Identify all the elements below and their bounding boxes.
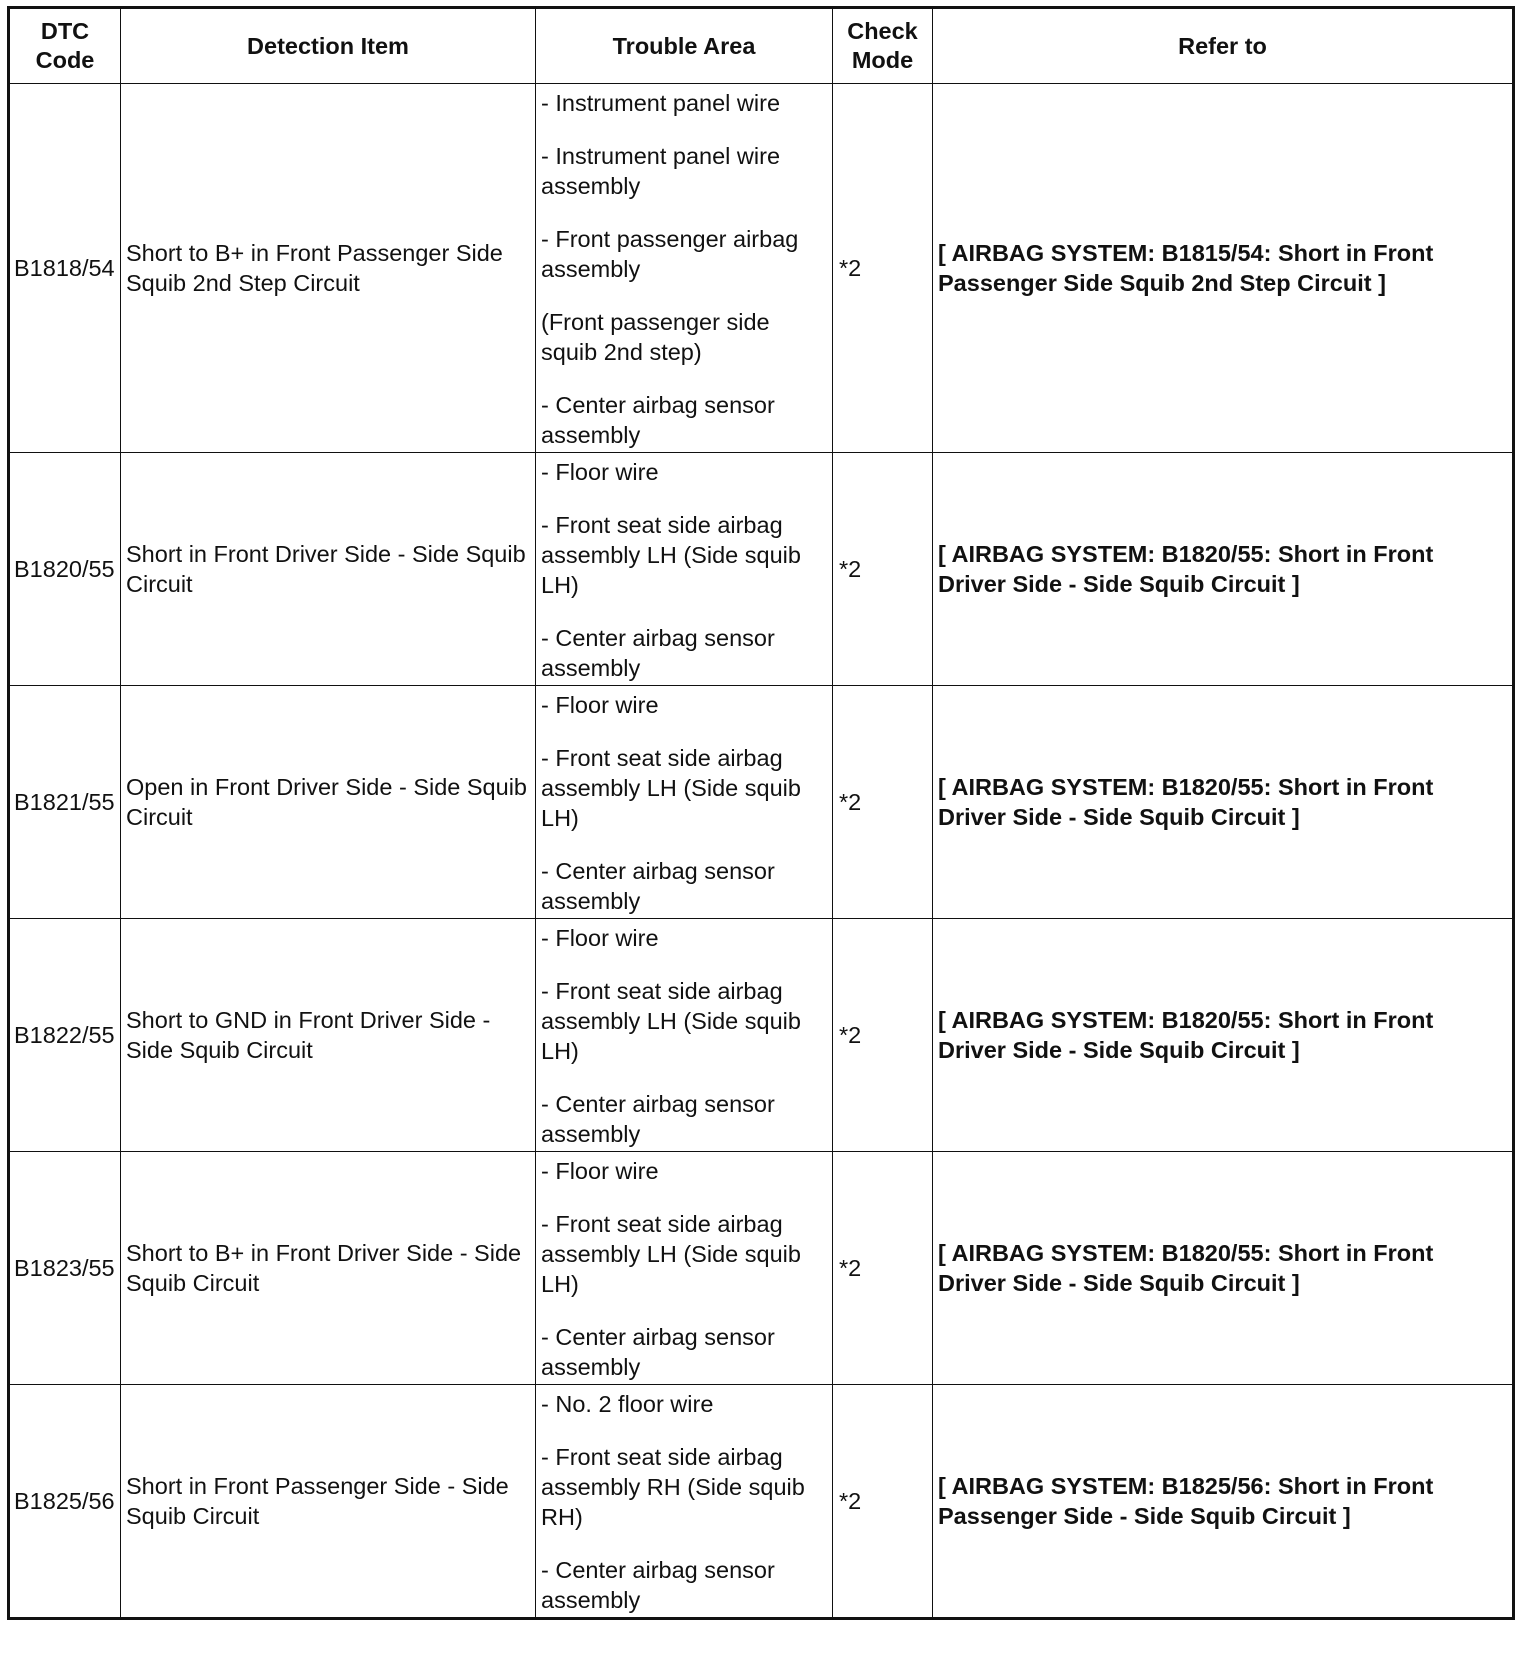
detection-item-cell: Short in Front Passenger Side - Side Squib Circuit: [121, 1385, 536, 1619]
header-trouble-area: Trouble Area: [536, 8, 833, 84]
dtc-code-cell: B1821/55: [9, 686, 121, 919]
detection-item-cell: Short to GND in Front Driver Side - Side Squib Circuit: [121, 919, 536, 1152]
trouble-area-item: - Front seat side airbag assembly LH (Side squib LH): [541, 978, 801, 1064]
table-header: [9, 8, 1514, 84]
trouble-area-item: - Center airbag sensor assembly: [541, 625, 775, 681]
dtc-table: [7, 6, 1515, 1620]
refer-to-link[interactable]: [ AIRBAG SYSTEM: B1820/55: Short in Front Driver Side - Side Squib Circuit ]: [933, 919, 1514, 1152]
header-refer-to: Refer to: [933, 8, 1514, 84]
trouble-area-item: - Floor wire: [541, 692, 659, 718]
trouble-area-item: - Floor wire: [541, 925, 659, 951]
table-row: [9, 1152, 1514, 1385]
detection-item-cell: Short in Front Driver Side - Side Squib Circuit: [121, 453, 536, 686]
detection-item-cell: Short to B+ in Front Passenger Side Squib 2nd Step Circuit: [121, 84, 536, 453]
trouble-area-item: - Instrument panel wire assembly: [541, 143, 781, 199]
refer-to-link[interactable]: [ AIRBAG SYSTEM: B1820/55: Short in Front Driver Side - Side Squib Circuit ]: [933, 686, 1514, 919]
trouble-area-item: - Center airbag sensor assembly: [541, 392, 775, 448]
table-row: [9, 453, 1514, 686]
trouble-area-item: - Center airbag sensor assembly: [541, 1324, 775, 1380]
refer-to-link[interactable]: [ AIRBAG SYSTEM: B1825/56: Short in Front Passenger Side - Side Squib Circuit ]: [933, 1385, 1514, 1619]
trouble-area-cell: [536, 1385, 833, 1619]
trouble-area-cell: [536, 686, 833, 919]
trouble-area-item: - No. 2 floor wire: [541, 1391, 714, 1417]
table-row: [9, 1385, 1514, 1619]
table-row: [9, 919, 1514, 1152]
dtc-code-cell: B1820/55: [9, 453, 121, 686]
dtc-code-cell: B1822/55: [9, 919, 121, 1152]
trouble-area-cell: [536, 453, 833, 686]
check-mode-cell: *2: [833, 1385, 933, 1619]
table-row: [9, 686, 1514, 919]
detection-item-cell: Open in Front Driver Side - Side Squib Circuit: [121, 686, 536, 919]
trouble-area-cell: [536, 84, 833, 453]
dtc-code-cell: B1823/55: [9, 1152, 121, 1385]
table-row: [9, 84, 1514, 453]
refer-to-link[interactable]: [ AIRBAG SYSTEM: B1820/55: Short in Front Driver Side - Side Squib Circuit ]: [933, 453, 1514, 686]
check-mode-cell: *2: [833, 453, 933, 686]
trouble-area-item: - Floor wire: [541, 1158, 659, 1184]
trouble-area-item: - Instrument panel wire: [541, 90, 781, 116]
header-dtc-code: DTC Code: [9, 8, 121, 84]
trouble-area-item: - Front seat side airbag assembly LH (Side squib LH): [541, 512, 801, 598]
header-check-mode: Check Mode: [833, 8, 933, 84]
check-mode-cell: *2: [833, 1152, 933, 1385]
trouble-area-cell: [536, 1152, 833, 1385]
refer-to-link[interactable]: [ AIRBAG SYSTEM: B1815/54: Short in Front Passenger Side Squib 2nd Step Circuit ]: [933, 84, 1514, 453]
trouble-area-item: - Center airbag sensor assembly: [541, 1091, 775, 1147]
trouble-area-item: - Center airbag sensor assembly: [541, 1557, 775, 1613]
check-mode-cell: *2: [833, 686, 933, 919]
header-detection-item: Detection Item: [121, 8, 536, 84]
trouble-area-item: - Front seat side airbag assembly RH (Side squib RH): [541, 1444, 805, 1530]
trouble-area-item: - Center airbag sensor assembly: [541, 858, 775, 914]
check-mode-cell: *2: [833, 84, 933, 453]
dtc-code-cell: B1825/56: [9, 1385, 121, 1619]
detection-item-cell: Short to B+ in Front Driver Side - Side Squib Circuit: [121, 1152, 536, 1385]
header-row: [9, 8, 1514, 84]
trouble-area-item: - Front seat side airbag assembly LH (Side squib LH): [541, 1211, 801, 1297]
trouble-area-item: - Front seat side airbag assembly LH (Side squib LH): [541, 745, 801, 831]
trouble-area-item: (Front passenger side squib 2nd step): [541, 309, 770, 365]
check-mode-cell: *2: [833, 919, 933, 1152]
trouble-area-item: - Front passenger airbag assembly: [541, 226, 799, 282]
trouble-area-cell: [536, 919, 833, 1152]
refer-to-link[interactable]: [ AIRBAG SYSTEM: B1820/55: Short in Front Driver Side - Side Squib Circuit ]: [933, 1152, 1514, 1385]
dtc-code-cell: B1818/54: [9, 84, 121, 453]
trouble-area-item: - Floor wire: [541, 459, 659, 485]
